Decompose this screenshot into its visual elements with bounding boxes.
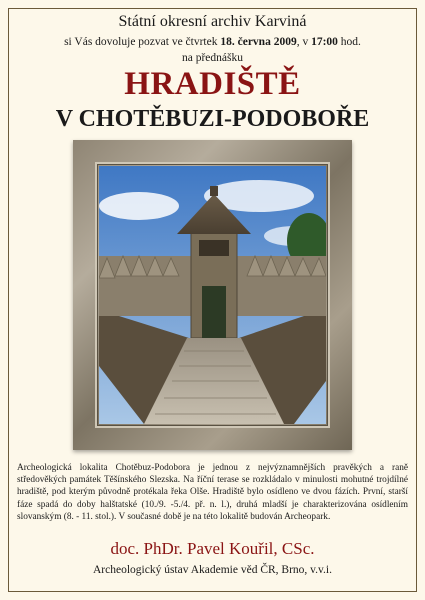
tower-window bbox=[199, 240, 229, 256]
invite-suffix: hod. bbox=[337, 36, 361, 48]
hillfort-photo bbox=[99, 166, 326, 424]
invite-time: 17:00 bbox=[311, 36, 338, 48]
cloud bbox=[99, 192, 179, 220]
invitation-line bbox=[0, 35, 425, 49]
lecture-title: HRADIŠTĚ bbox=[124, 66, 301, 102]
hillfort-illustration bbox=[99, 166, 326, 424]
picture-frame bbox=[73, 140, 352, 450]
invite-prefix: si Vás dovoluje pozvat ve čtvrtek bbox=[64, 36, 221, 48]
gate-opening bbox=[202, 286, 226, 338]
speaker-institution: Archeologický ústav Akademie věd ČR, Brno, v.v.i. bbox=[92, 564, 332, 576]
speaker-name: doc. PhDr. Pavel Kouřil, CSc. bbox=[110, 539, 315, 558]
invite-date: 18. června 2009 bbox=[220, 36, 297, 48]
lecture-label: na přednášku bbox=[182, 52, 243, 64]
invite-mid: , v bbox=[296, 36, 312, 48]
lecture-subtitle: V CHOTĚBUZI-PODOBOŘE bbox=[55, 106, 370, 132]
organization-name: Státní okresní archiv Karviná bbox=[118, 13, 307, 30]
description-text: Archeologická lokalita Chotěbuz-Podobora je jednou z nejvýznamnějších pravěkých a raně středověkých památek Těšínského Slezska. Na říční terase se rozkládalo v minulosti mohutné trojdílné hradiště, pod kterým původně protékala řeka Olše. Hradiště bylo osídleno ve dvou fázích. První, starší fáze spadá do doby halštatské (10./9. -5./4. př. n. l.), druhá mladší je charakterizována osídlením slovanským (8. - 11. stol.). V současné době je na této lokalitě budován Archeopark. bbox=[17, 463, 408, 522]
roof-top bbox=[210, 186, 218, 196]
